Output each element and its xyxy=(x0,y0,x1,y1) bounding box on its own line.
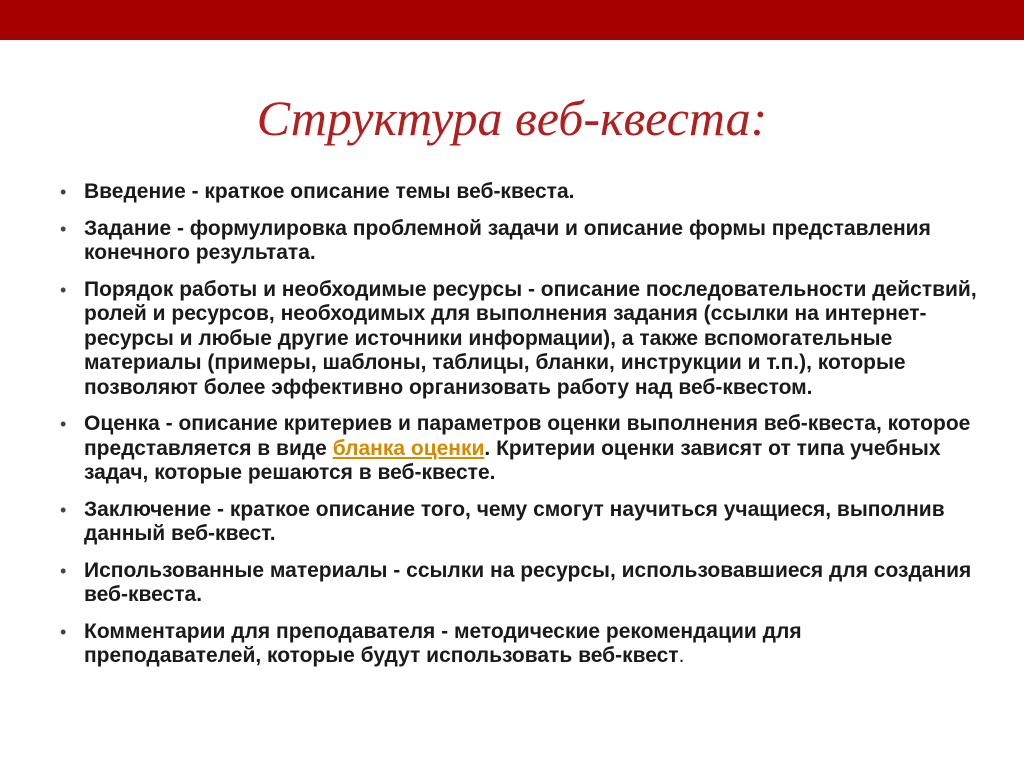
bullet-dot-icon: • xyxy=(60,499,67,520)
bullet-evaluation xyxy=(60,412,980,486)
bullet-dot-icon: • xyxy=(60,182,67,202)
bullet-text: Оценка - описание критериев и параметров оценки выполнения веб-квеста, которое представляется в виде xyxy=(84,412,971,460)
bullet-task xyxy=(60,217,980,266)
bullet-dot-icon: • xyxy=(60,218,67,239)
bullet-process xyxy=(60,278,980,401)
bullet-conclusion xyxy=(60,498,980,547)
bullet-text: Комментарии для преподавателя - методические рекомендации для преподавателей, которые будут использовать веб-квест xyxy=(84,619,802,667)
bullet-comments xyxy=(60,620,980,669)
bullet-text: Задание - формулировка проблемной задачи и описание формы представления конечного результата. xyxy=(84,216,931,264)
bullet-text-end: . xyxy=(678,644,685,667)
bullet-intro xyxy=(60,180,980,205)
bullet-materials xyxy=(60,559,980,608)
evaluation-form-link[interactable]: бланка оценки xyxy=(332,436,485,460)
bullet-text: . Критерии оценки зависят от типа учебных задач, которые решаются в веб-квесте. xyxy=(84,436,941,484)
bullet-list xyxy=(60,180,980,681)
bullet-text: Введение - краткое описание темы веб-квеста. xyxy=(84,180,575,203)
bullet-text: Порядок работы и необходимые ресурсы - описание последовательности действий, ролей и ресурсов, необходимых для выполнения задания (ссылки на интернет-ресурсы и любые другие источники информации), а также вспомогательные материалы (примеры, шаблоны, таблицы, бланки, инструкции и т.п.), которые позволяют более эффективно организовать работу над веб-квестом. xyxy=(84,277,977,399)
slide-title: Структура веб-квеста: xyxy=(256,90,768,146)
bullet-text: Использованные материалы - ссылки на ресурсы, использовавшиеся для создания веб-квеста. xyxy=(84,558,972,606)
bullet-dot-icon: • xyxy=(60,279,67,300)
top-bar xyxy=(0,0,1024,40)
bullet-text: Заключение - краткое описание того, чему смогут научиться учащиеся, выполнив данный веб-квест. xyxy=(84,497,945,545)
bullet-dot-icon: • xyxy=(60,560,67,581)
bullet-dot-icon: • xyxy=(60,414,67,434)
bullet-dot-icon: • xyxy=(60,621,67,642)
